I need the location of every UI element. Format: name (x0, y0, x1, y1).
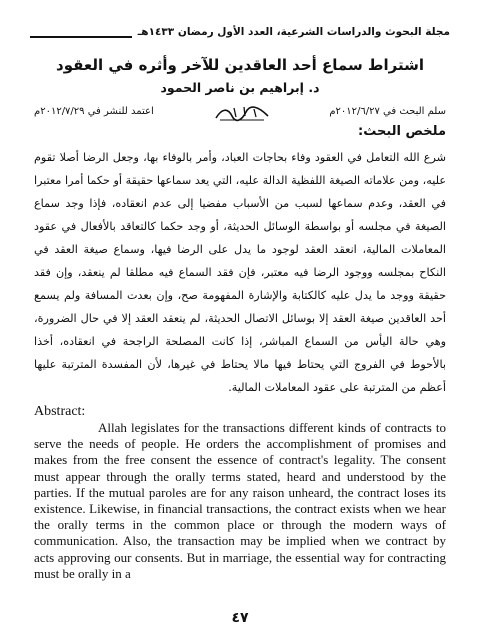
submission-dates (34, 104, 446, 124)
article-title: اشتراط سماع أحد العاقدين للآخر وأثره في العقود (56, 56, 424, 74)
english-abstract-heading: Abstract: (34, 404, 86, 419)
received-date: سلم البحث في ٢٠١٢/٦/٢٧م (329, 106, 446, 117)
calligraphy-seal-icon (214, 104, 270, 122)
page-number: ٤٧ (231, 610, 249, 626)
journal-running-title: مجلة البحوث والدراسات الشرعية، العدد الأول رمضان ١٤٣٣هـ (132, 26, 450, 38)
running-header (30, 22, 450, 44)
arabic-abstract-body: شرع الله التعامل في العقود وفاء بحاجات العباد، وأمر بالوفاء بها، وجعل الرضا أصلا تقوم عليه، ومن علاماته الصيغة اللفظية الدالة عليه، التي يعد سماعها حقيقة أو حكما أمرا معتبرا في العقد، وعدم سماعها لسبب من الأسباب مفضيا إلى عدم انعقاده، فإذا وجد سماع الصيغة في مجلسه أو بواسطة الوسائل الحديثة، أو وجد حكما كالتعاقد بالأفعال في عقود المعاملات المالية، انعقد العقد لوجود ما يدل على الرضا فيها، وسماع صيغة العقد في النكاح بمجلسه ووجود الرضا فيه معتبر، فإن فقد السماع فيه مطلقا لم ينعقد، وإن فقد حقيقة ووجد ما يدل عليه كالكتابة والإشارة المفهومة صح، وإن بعدت المسافة ولم يسمع أحد العاقدين صيغة العقد إلا بوسائل الاتصال الحديثة، لم ينعقد العقد إلا في حال الضرورة، وهي حالة اليأس من السماع المباشر، إذا كانت المصلحة الراجحة في انعقاده، أخذا بالأحوط في الفروج التي يحتاط فيها مالا يحتاط في غيرها، لأن المفسدة المترتبة عليها أعظم من المترتبة على عقود المعاملات المالية. (34, 151, 446, 394)
arabic-abstract-heading: ملخص البحث: (358, 124, 446, 139)
english-abstract-body: Allah legislates for the transactions different kinds of contracts to serve the needs of people. He orders the accomplishment of promises and makes from the free consent the essence of contract's legality. The consent must appear through the orally terms stated, heard and understood by the parties. If the mutual paroles are for any raison unheard, the contract loses its existence. Likewise, in financial transactions, the contract exists when we hear the orally terms in the common place or through the modern ways of communication. Also, the transaction may be implied when we contract by acts approving our consents. But in marriage, the essential way for contracting must be orally in a (34, 420, 446, 581)
accepted-date: اعتمد للنشر في ٢٠١٢/٧/٢٩م (34, 106, 154, 117)
article-author: د. إبراهيم بن ناصر الحمود (160, 80, 320, 95)
